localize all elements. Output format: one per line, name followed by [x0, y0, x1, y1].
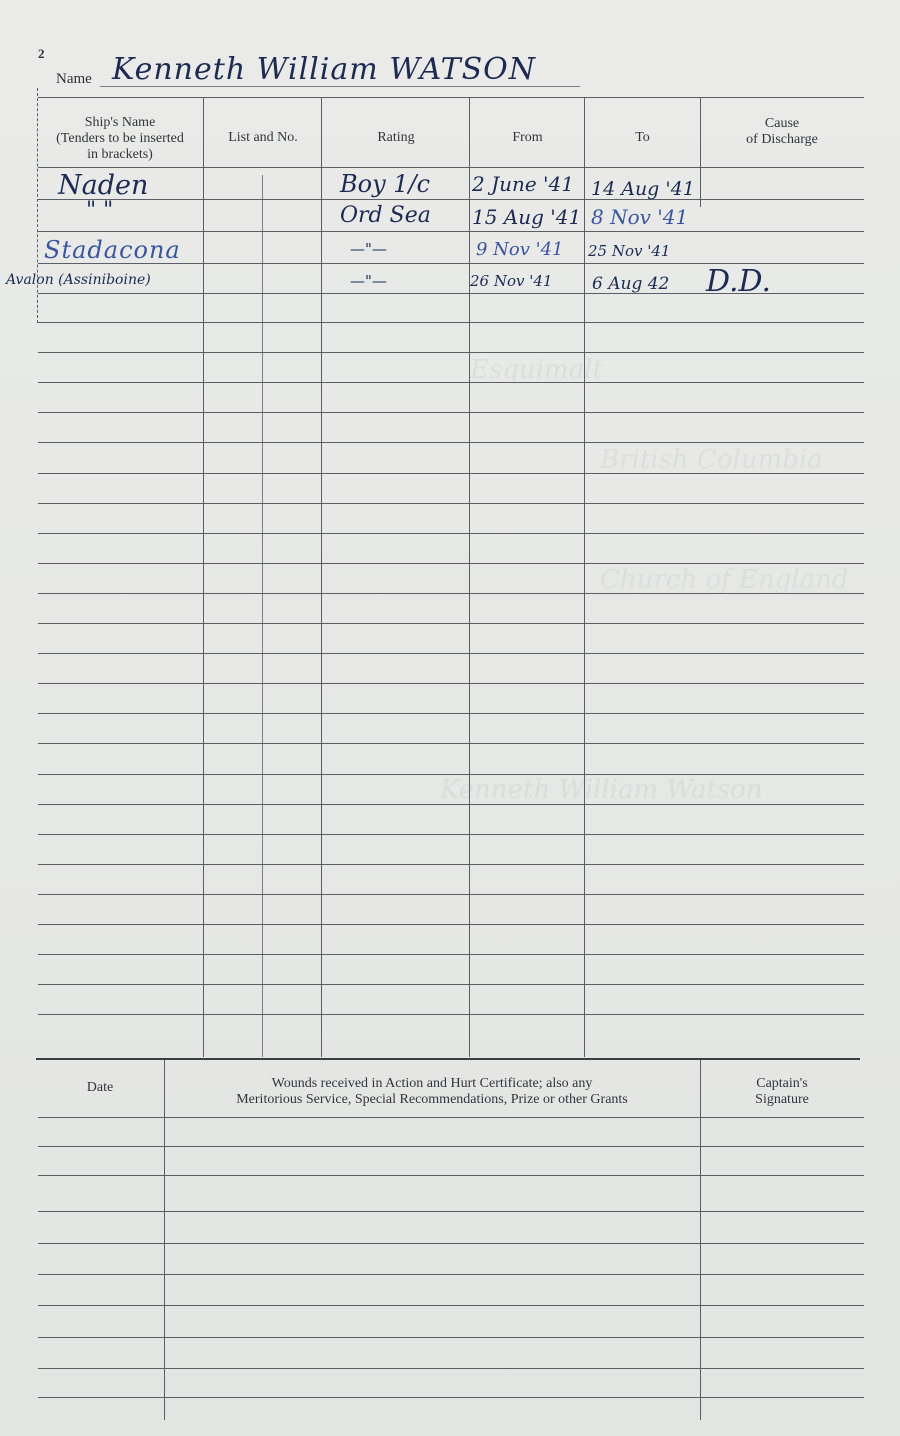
- name-value: Kenneth William WATSON: [112, 52, 536, 87]
- name-label: Name: [56, 71, 92, 87]
- row-rule: [38, 1014, 864, 1015]
- row-rule: [38, 231, 864, 232]
- row-rule: [38, 1397, 864, 1398]
- row-rule: [38, 1305, 864, 1306]
- col-rule: [584, 97, 585, 1057]
- header-date: Date: [86, 1080, 114, 1095]
- row-rule: [38, 593, 864, 594]
- col-rule: [164, 1060, 165, 1420]
- row-4-ship: Avalon (Assiniboine): [6, 272, 151, 288]
- section-separator: [36, 1058, 860, 1060]
- header-from: From: [512, 130, 543, 145]
- row-rule: [38, 533, 864, 534]
- header-rule: [38, 167, 864, 168]
- row-rule: [38, 834, 864, 835]
- row-4-cause: D.D.: [706, 264, 772, 299]
- bleed-through-text: Esquimalt: [470, 355, 603, 385]
- row-rule: [38, 1175, 864, 1176]
- header-to: To: [635, 130, 650, 145]
- header-cause: Cause of Discharge: [746, 116, 818, 147]
- bleed-through-text: British Columbia: [600, 445, 823, 475]
- row-rule: [38, 1211, 864, 1212]
- header-ships-name: Ship's Name (Tenders to be inserted in brackets): [56, 115, 184, 162]
- row-rule: [38, 1146, 864, 1147]
- header-captains-signature: Captain's Signature: [755, 1076, 809, 1107]
- col-rule: [700, 1060, 701, 1420]
- row-3-ship: Stadacona: [44, 236, 181, 264]
- row-2-from: 15 Aug '41: [472, 205, 582, 229]
- row-rule: [38, 1368, 864, 1369]
- col-rule: [469, 97, 470, 1057]
- row-2-rating: Ord Sea: [340, 203, 431, 228]
- row-rule: [38, 894, 864, 895]
- row-rule: [38, 503, 864, 504]
- header-wounds: Wounds received in Action and Hurt Certificate; also any Meritorious Service, Special Recommendations, Prize or other Grants: [236, 1076, 628, 1107]
- row-rule: [38, 984, 864, 985]
- bleed-through-text: Kenneth William Watson: [440, 775, 763, 805]
- row-rule: [38, 774, 864, 775]
- row-1-from: 2 June '41: [472, 172, 575, 196]
- row-rule: [38, 442, 864, 443]
- col-rule: [203, 97, 204, 1057]
- table-top-rule: [38, 97, 864, 98]
- row-3-to: 25 Nov '41: [588, 242, 671, 260]
- row-2-to: 8 Nov '41: [591, 205, 689, 229]
- row-rule: [38, 473, 864, 474]
- row-rule: [38, 864, 864, 865]
- col-rule: [321, 97, 322, 1057]
- row-rule: [38, 1117, 864, 1118]
- row-rule: [38, 653, 864, 654]
- row-rule: [38, 352, 864, 353]
- bleed-through-text: Church of England: [600, 565, 849, 595]
- row-rule: [38, 954, 864, 955]
- row-rule: [38, 743, 864, 744]
- col-rule: [700, 97, 701, 207]
- row-rule: [38, 924, 864, 925]
- row-rule: [38, 563, 864, 564]
- row-3-rating: —"—: [350, 240, 387, 258]
- row-1-rating: Boy 1/c: [340, 170, 431, 198]
- row-rule: [38, 804, 864, 805]
- row-rule: [38, 1243, 864, 1244]
- row-rule: [38, 322, 864, 323]
- header-list-no: List and No.: [228, 130, 298, 145]
- row-rule: [38, 412, 864, 413]
- row-rule: [38, 199, 864, 200]
- row-rule: [38, 1337, 864, 1338]
- row-4-from: 26 Nov '41: [470, 272, 553, 290]
- row-rule: [38, 382, 864, 383]
- row-4-to: 6 Aug 42: [592, 274, 670, 294]
- row-2-ship: " ": [86, 198, 114, 223]
- row-1-ship: Naden: [58, 170, 149, 201]
- row-rule: [38, 1274, 864, 1275]
- row-rule: [38, 683, 864, 684]
- row-3-from: 9 Nov '41: [476, 239, 564, 260]
- row-4-rating: —"—: [350, 272, 387, 290]
- row-rule: [38, 713, 864, 714]
- header-rating: Rating: [377, 130, 415, 145]
- page-number: 2: [38, 46, 45, 61]
- row-1-to: 14 Aug '41: [591, 178, 695, 200]
- row-rule: [38, 623, 864, 624]
